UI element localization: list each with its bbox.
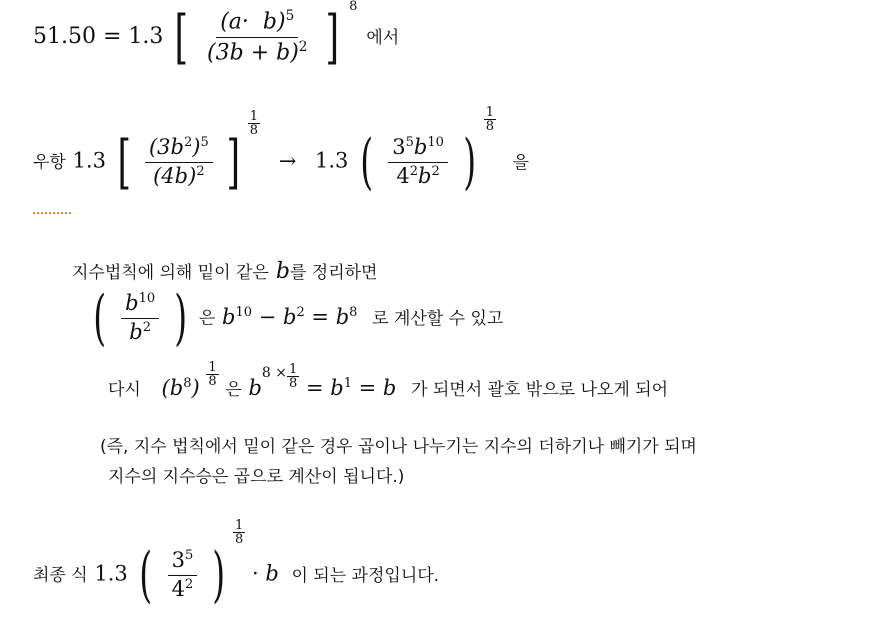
fraction [168, 549, 198, 600]
dot-operator: · [251, 561, 266, 586]
equals-sign-1: = [299, 376, 331, 400]
exp-prefix: 8 × [261, 365, 287, 381]
exponent-numerator: 1 [249, 109, 259, 124]
left-paren: ( [139, 540, 153, 610]
numerator: b [125, 291, 139, 316]
expr-base-1: b [222, 304, 236, 329]
left-paren: ( [360, 127, 374, 197]
base-b-3: b [382, 376, 397, 400]
base: (b [161, 376, 184, 400]
base-exponent: 8 [183, 376, 192, 391]
suffix-text: 이 되는 과정입니다. [291, 565, 440, 586]
left-bracket: [ [174, 3, 189, 71]
expr-base-2: b [283, 304, 297, 329]
exponent-numerator: 1 [208, 360, 217, 375]
note-line-2: 지수의 지수승은 곱으로 계산이 됩니다.) [108, 467, 405, 487]
denominator-exponent: 2 [184, 576, 194, 592]
expr-exp-1: 10 [235, 304, 253, 320]
numerator-base-a: 3 [392, 135, 406, 160]
expression [222, 305, 357, 329]
denominator-exp-b: 2 [431, 163, 440, 179]
equals-sign-2: = [351, 376, 383, 400]
exp-fraction-numerator: 1 [289, 362, 298, 377]
suffix-text: 을 [512, 152, 530, 173]
denominator: (4b) [153, 163, 197, 188]
numerator-close: ) [192, 135, 201, 160]
label-text: 우항 [33, 152, 66, 173]
b-power-expression [248, 362, 397, 400]
note-line-1: (즉, 지수 법칙에서 밑이 같은 경우 곱이나 나누기는 지수의 더하기나 빼기가 되며 [100, 437, 697, 457]
exp-fraction [287, 363, 299, 390]
base-close: ) [191, 376, 200, 400]
denominator-base-a: 4 [396, 163, 410, 188]
expr-exp-3: 8 [349, 304, 358, 320]
base-expression [162, 376, 200, 400]
text-part-a: 다시 [108, 380, 141, 400]
denominator: b [129, 319, 143, 344]
exponent-denominator: 8 [249, 123, 259, 138]
exponent-numerator: 1 [485, 105, 494, 120]
variable-b: b [275, 259, 290, 284]
denominator: 4 [171, 576, 185, 601]
numerator-exponent: 10 [138, 291, 156, 307]
outer-exponent-2 [484, 106, 496, 133]
base-b-2: b [330, 376, 344, 400]
outer-exponent [206, 361, 218, 388]
equation-line-8 [33, 518, 440, 610]
minus-sign: − [252, 304, 284, 329]
numerator-exp-b: 10 [427, 135, 444, 151]
denominator-exponent: 2 [196, 163, 205, 179]
label-text: 최종 식 [33, 565, 88, 586]
numerator-base-b: b [413, 135, 428, 160]
text-part-b: 를 정리하면 [289, 263, 378, 283]
arrow-icon: → [278, 148, 297, 173]
coefficient: 1.3 [94, 561, 128, 586]
fraction-2 [388, 136, 448, 187]
right-bracket: ] [325, 3, 340, 71]
text-part-a: 지수법칙에 의해 밑이 같은 [72, 263, 269, 283]
dotted-underline [33, 212, 71, 214]
exponent-denominator: 8 [485, 119, 494, 134]
base-b: b [248, 376, 262, 400]
equation-lhs: 51.50 = 1.3 [33, 24, 164, 49]
left-bracket: [ [117, 128, 131, 196]
numerator-part-a: (a· [220, 9, 249, 35]
numerator-inner-exponent: 2 [183, 135, 193, 151]
outer-exponent [233, 519, 245, 546]
text-part-c: 가 되면서 괄호 밖으로 나오게 되어 [411, 380, 668, 400]
exponent-numerator: 1 [235, 518, 244, 533]
equals-sign: = [304, 304, 336, 329]
text-line-3 [72, 258, 377, 284]
denominator-exponent: 2 [142, 319, 151, 335]
exp-fraction-denominator: 8 [289, 376, 298, 391]
fraction [145, 136, 213, 187]
exponent-denominator: 8 [349, 0, 358, 14]
equation-line-2 [33, 105, 530, 197]
exponent-denominator: 8 [235, 532, 244, 547]
coefficient-2: 1.3 [315, 148, 349, 173]
coefficient: 1.3 [72, 148, 106, 173]
outer-exponent [347, 0, 359, 13]
left-paren: ( [93, 283, 107, 353]
exponent-denominator: 8 [208, 374, 217, 389]
expr-base-3: b [335, 304, 350, 329]
right-paren: ) [212, 540, 226, 610]
exp-1: 1 [343, 376, 352, 391]
right-paren: ) [174, 283, 187, 353]
variable-b: b [265, 561, 279, 586]
text-part-b: 은 [225, 380, 242, 400]
denominator-base-b: b [418, 163, 432, 188]
text-part-b: 로 계산할 수 있고 [372, 308, 504, 329]
equation-line-4 [88, 283, 504, 353]
numerator-part-b: b) [262, 9, 286, 35]
denominator-exponent: 2 [298, 38, 308, 55]
numerator: (3b [148, 135, 184, 160]
equation-line-1 [33, 0, 400, 71]
numerator-exp-a: 5 [405, 135, 414, 151]
denominator: (3b + b) [207, 39, 299, 65]
numerator-exponent: 5 [285, 7, 295, 24]
right-bracket: ] [226, 128, 241, 196]
denominator-exp-a: 2 [409, 163, 419, 179]
fraction [203, 9, 311, 65]
right-paren: ) [462, 127, 476, 197]
outer-exponent [248, 110, 260, 137]
numerator-exponent: 5 [200, 135, 209, 151]
fraction [121, 292, 159, 343]
equation-line-5 [108, 360, 668, 410]
suffix-text: 에서 [366, 28, 400, 48]
numerator-exponent: 5 [184, 548, 194, 564]
numerator: 3 [171, 548, 185, 573]
expr-exp-2: 2 [296, 304, 305, 320]
text-part-a: 은 [198, 308, 216, 329]
